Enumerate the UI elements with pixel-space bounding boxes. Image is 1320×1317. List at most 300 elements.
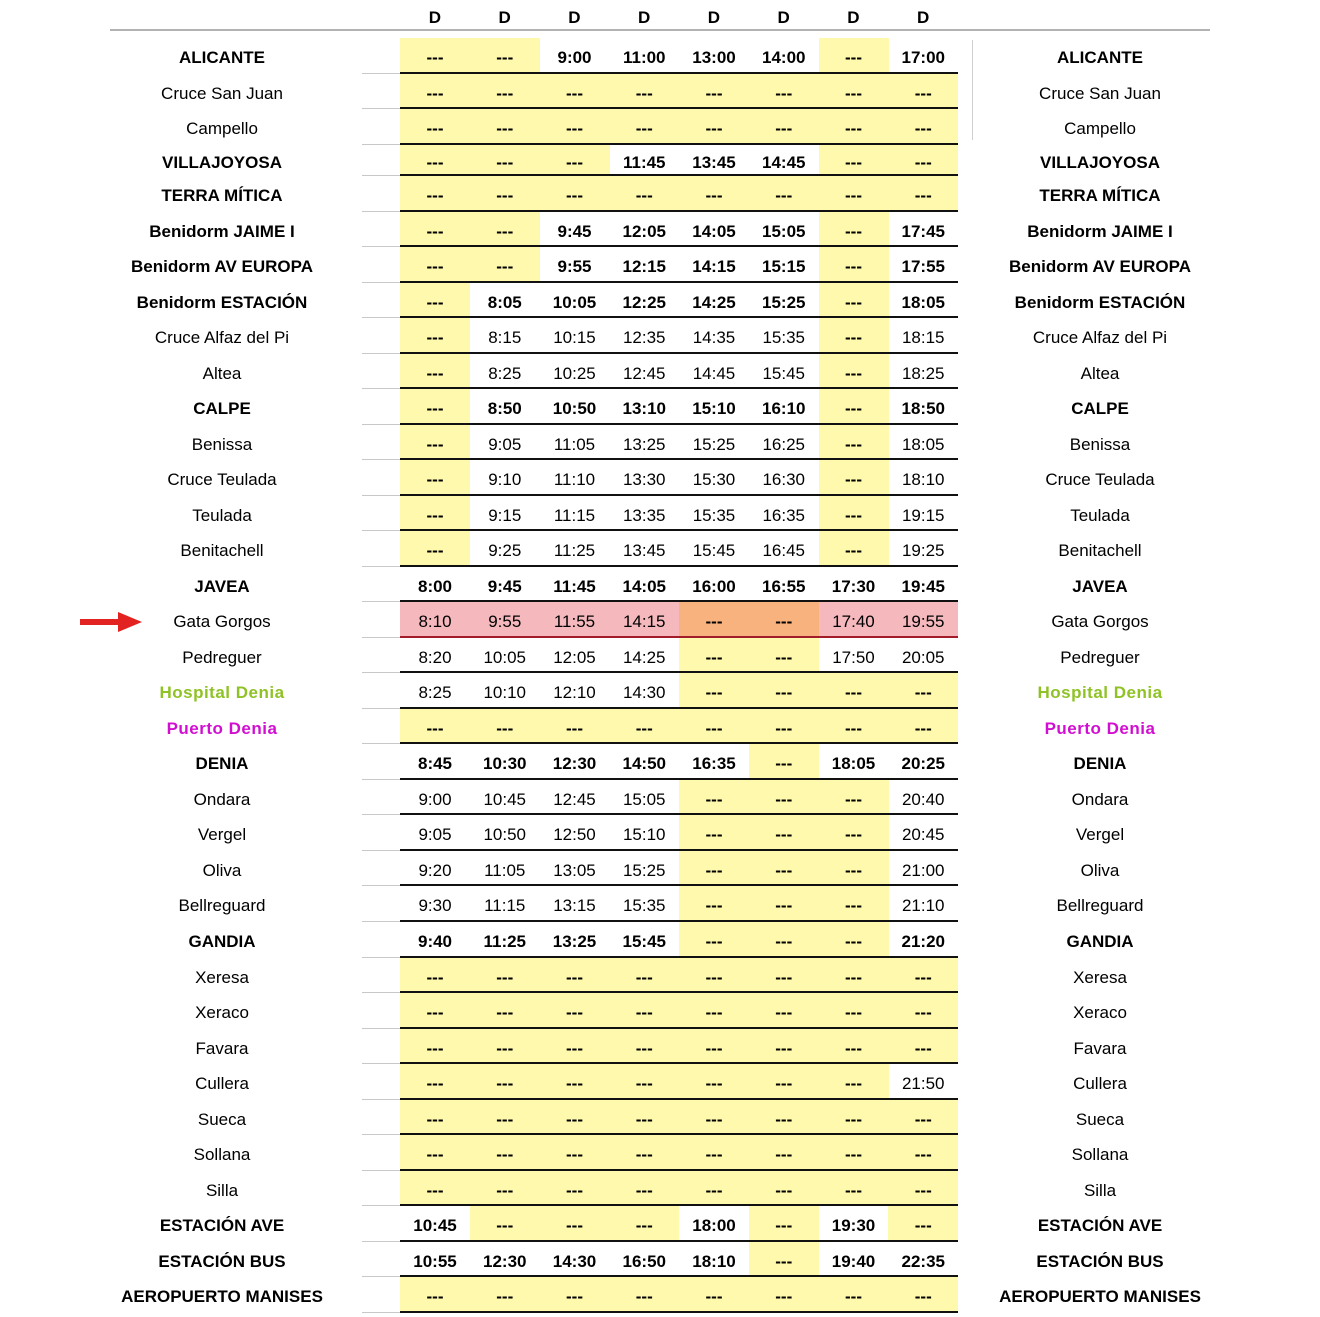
time-cell: --- — [470, 212, 540, 247]
time-cell: --- — [749, 958, 819, 993]
time-cell: --- — [400, 958, 470, 993]
time-cell: 19:30 — [831, 1216, 876, 1235]
time-cell: 18:10 — [692, 1252, 736, 1271]
column-header: D — [707, 8, 721, 27]
stop-name-left: Benitachell — [180, 541, 264, 560]
time-cell: 13:45 — [692, 153, 736, 172]
time-cell: 19:25 — [901, 541, 945, 560]
time-cell: --- — [400, 993, 470, 1029]
time-cell: 14:50 — [622, 754, 666, 773]
time-cell: 16:50 — [622, 1252, 666, 1271]
time-cell: 17:50 — [832, 648, 875, 667]
time-cell: 21:10 — [901, 896, 945, 915]
time-cell: --- — [819, 851, 889, 886]
time-cell: 22:35 — [901, 1252, 945, 1271]
stop-name-left: ALICANTE — [179, 48, 265, 67]
time-cell: 8:20 — [418, 648, 452, 667]
time-cell: --- — [749, 744, 819, 780]
time-cell: 19:55 — [888, 602, 958, 638]
stop-name-right: Altea — [1080, 363, 1120, 383]
time-cell: 13:00 — [692, 48, 736, 67]
time-cell: --- — [819, 496, 889, 531]
time-cell: 14:05 — [622, 577, 666, 596]
table-row — [0, 638, 1320, 673]
table-row — [0, 744, 1320, 780]
time-cell: 17:00 — [901, 48, 945, 67]
time-cell: 18:15 — [901, 328, 945, 347]
time-cell: 10:10 — [483, 683, 527, 702]
time-cell: --- — [819, 922, 889, 958]
time-cell: --- — [679, 993, 749, 1029]
time-cell: --- — [888, 1171, 958, 1206]
time-cell: --- — [679, 958, 749, 993]
stop-name-left: Puerto Denia — [166, 718, 278, 738]
time-cell: --- — [540, 1206, 610, 1242]
time-cell: --- — [400, 176, 470, 212]
time-cell: 15:10 — [622, 825, 666, 844]
time-cell: 15:45 — [692, 541, 736, 560]
time-cell: 14:00 — [762, 48, 806, 67]
time-cell: 11:00 — [622, 48, 666, 67]
time-cell: --- — [609, 74, 679, 109]
column-header: D — [498, 8, 511, 27]
stop-name-right: AEROPUERTO MANISES — [999, 1287, 1201, 1306]
stop-name-left: Cruce Alfaz del Pi — [154, 328, 290, 347]
time-cell: --- — [888, 145, 958, 176]
time-cell: 13:15 — [553, 896, 596, 915]
stop-name-right: Benitachell — [1058, 541, 1142, 560]
time-cell: 8:00 — [417, 577, 453, 596]
time-cell: --- — [679, 74, 749, 109]
time-cell: --- — [470, 709, 540, 744]
time-cell: --- — [888, 958, 958, 993]
time-cell: 9:40 — [417, 932, 453, 951]
time-cell: 8:10 — [400, 602, 470, 638]
leader-line — [362, 1312, 400, 1313]
time-cell: --- — [400, 1029, 470, 1064]
time-cell: --- — [470, 993, 540, 1029]
table-row — [0, 709, 1320, 744]
time-cell: --- — [819, 212, 889, 247]
time-cell: 12:35 — [622, 328, 666, 347]
time-cell: --- — [679, 602, 749, 638]
time-cell: --- — [819, 958, 889, 993]
time-cell: --- — [679, 1135, 749, 1171]
stop-name-left: Favara — [195, 1038, 249, 1058]
time-cell: --- — [819, 815, 889, 851]
time-cell: --- — [819, 145, 889, 176]
time-cell: --- — [400, 425, 470, 460]
column-header: D — [568, 8, 581, 27]
time-cell: 11:25 — [553, 541, 596, 560]
stop-name-right: GANDIA — [1066, 932, 1134, 951]
time-cell: --- — [400, 109, 470, 145]
time-cell: --- — [470, 38, 540, 74]
table-row — [0, 1100, 1320, 1135]
stop-name-right: JAVEA — [1072, 576, 1128, 596]
time-cell: 13:10 — [622, 399, 666, 418]
time-cell: 15:35 — [692, 506, 736, 525]
time-cell: 9:05 — [418, 825, 452, 844]
time-cell: --- — [609, 1277, 679, 1313]
stop-name-right: Cruce Teulada — [1045, 470, 1155, 489]
time-cell: 8:25 — [488, 364, 522, 383]
time-cell: 9:05 — [488, 435, 522, 454]
time-cell: 15:35 — [762, 328, 806, 347]
time-cell: --- — [540, 1135, 610, 1171]
time-cell: --- — [609, 1100, 679, 1135]
column-header: D — [916, 8, 930, 27]
stop-name-right: Benidorm AV EUROPA — [1009, 257, 1191, 276]
stop-name-left: Teulada — [192, 505, 252, 525]
time-cell: --- — [819, 709, 889, 744]
time-cell: 15:25 — [692, 435, 736, 454]
stop-name-right: Silla — [1083, 1180, 1117, 1200]
time-cell: --- — [400, 496, 470, 531]
time-cell: --- — [540, 1277, 610, 1313]
time-cell: 16:00 — [692, 577, 736, 596]
time-cell: 12:10 — [553, 683, 596, 702]
time-cell: 8:25 — [418, 683, 452, 702]
time-cell: 16:55 — [762, 577, 806, 596]
time-cell: 10:30 — [483, 754, 527, 773]
time-cell: --- — [679, 1171, 749, 1206]
time-cell: 14:30 — [622, 683, 666, 702]
stop-name-right: Oliva — [1080, 860, 1120, 880]
time-cell: 10:15 — [553, 328, 596, 347]
time-cell: 9:10 — [488, 470, 522, 489]
time-cell: --- — [400, 1135, 470, 1171]
table-row — [0, 602, 1320, 638]
time-cell: --- — [540, 176, 610, 212]
time-cell: 9:25 — [488, 541, 522, 560]
time-cell: 14:15 — [692, 257, 736, 276]
time-cell: 12:05 — [622, 222, 666, 241]
time-cell: --- — [888, 176, 958, 212]
time-cell: --- — [609, 176, 679, 212]
table-row — [0, 1206, 1320, 1242]
time-cell: --- — [888, 1206, 958, 1242]
table-row — [0, 247, 1320, 283]
time-cell: --- — [749, 176, 819, 212]
time-cell: 17:55 — [901, 257, 945, 276]
time-cell: 18:05 — [901, 293, 945, 312]
time-cell: --- — [819, 425, 889, 460]
time-cell: --- — [888, 709, 958, 744]
table-row — [0, 673, 1320, 709]
stop-name-right: Pedreguer — [1060, 647, 1140, 667]
time-cell: --- — [888, 993, 958, 1029]
stop-name-right: Benissa — [1069, 434, 1131, 454]
time-cell: 11:15 — [553, 506, 596, 525]
time-cell: --- — [749, 993, 819, 1029]
time-cell: 15:35 — [622, 896, 666, 915]
time-cell: --- — [819, 1135, 889, 1171]
time-cell: 9:20 — [418, 861, 452, 880]
time-cell: 17:40 — [819, 602, 889, 638]
time-cell: 14:35 — [692, 328, 736, 347]
time-cell: 9:45 — [557, 222, 592, 241]
time-cell: 14:45 — [762, 153, 806, 172]
stop-name-right: Benidorm ESTACIÓN — [1014, 292, 1186, 312]
stop-name-right: VILLAJOYOSA — [1040, 152, 1160, 172]
time-cell: --- — [540, 958, 610, 993]
stop-name-left: ESTACIÓN BUS — [158, 1251, 286, 1271]
time-cell: --- — [749, 1100, 819, 1135]
table-row — [0, 176, 1320, 212]
time-cell: --- — [819, 993, 889, 1029]
time-cell: --- — [819, 176, 889, 212]
time-cell: --- — [749, 709, 819, 744]
time-cell: --- — [888, 74, 958, 109]
time-cell: 21:50 — [901, 1074, 945, 1093]
time-cell: --- — [540, 145, 610, 176]
time-cell: 14:05 — [692, 222, 736, 241]
stop-name-right: Bellreguard — [1056, 896, 1144, 915]
time-cell: 12:50 — [553, 825, 596, 844]
time-cell: --- — [749, 602, 819, 638]
time-cell: --- — [400, 212, 470, 247]
time-cell: 10:05 — [552, 293, 597, 312]
time-cell: --- — [888, 1029, 958, 1064]
time-cell: 10:45 — [483, 790, 527, 809]
time-cell: --- — [540, 993, 610, 1029]
time-cell: --- — [749, 1029, 819, 1064]
time-cell: --- — [470, 1064, 540, 1100]
time-cell: --- — [749, 1277, 819, 1313]
time-cell: --- — [819, 283, 889, 318]
time-cell: 16:35 — [692, 754, 736, 773]
time-cell: --- — [470, 247, 540, 283]
stop-name-right: ESTACIÓN BUS — [1036, 1251, 1164, 1271]
stop-name-right: Benidorm JAIME I — [1027, 221, 1173, 241]
time-cell: --- — [540, 1100, 610, 1135]
time-cell: 16:25 — [762, 435, 806, 454]
table-row — [0, 993, 1320, 1029]
stop-name-left: Ondara — [193, 789, 251, 809]
stop-name-right: Favara — [1073, 1038, 1127, 1058]
time-cell: --- — [679, 109, 749, 145]
time-cell: 15:05 — [762, 222, 806, 241]
stop-name-right: Ondara — [1071, 789, 1129, 809]
stop-name-right: Gata Gorgos — [1051, 612, 1149, 631]
time-cell: --- — [400, 318, 470, 354]
time-cell: 17:30 — [831, 577, 876, 596]
time-cell: 12:30 — [552, 754, 597, 773]
time-cell: --- — [888, 1100, 958, 1135]
time-cell: --- — [470, 176, 540, 212]
stop-name-left: Xeraco — [195, 1003, 249, 1022]
time-cell: 15:45 — [622, 932, 666, 951]
time-cell: 11:55 — [540, 602, 610, 638]
table-row — [0, 1171, 1320, 1206]
time-cell: --- — [400, 1277, 470, 1313]
table-row — [0, 567, 1320, 602]
time-cell: 12:45 — [553, 790, 596, 809]
time-cell: --- — [540, 709, 610, 744]
table-row — [0, 425, 1320, 460]
time-cell: --- — [400, 1171, 470, 1206]
time-cell: --- — [470, 1171, 540, 1206]
time-cell: 13:05 — [553, 861, 596, 880]
time-cell: 18:05 — [901, 435, 945, 454]
time-cell: --- — [679, 176, 749, 212]
time-cell: --- — [679, 1277, 749, 1313]
time-cell: --- — [609, 1171, 679, 1206]
time-cell: --- — [400, 1100, 470, 1135]
stop-name-left: Silla — [205, 1180, 239, 1200]
stop-name-left: Benidorm JAIME I — [149, 221, 295, 241]
time-cell: 15:45 — [762, 364, 806, 383]
table-row — [0, 145, 1320, 176]
time-cell: 17:45 — [901, 222, 945, 241]
stop-name-left: Sueca — [197, 1109, 247, 1129]
stop-name-left: Sollana — [193, 1145, 251, 1164]
stop-name-right: Sueca — [1075, 1109, 1125, 1129]
time-cell: --- — [470, 145, 540, 176]
time-cell: --- — [400, 709, 470, 744]
time-cell: 12:30 — [483, 1252, 527, 1271]
time-cell: 14:15 — [609, 602, 679, 638]
table-row — [0, 283, 1320, 318]
time-cell: --- — [540, 74, 610, 109]
time-cell: --- — [470, 1029, 540, 1064]
stop-name-left: VILLAJOYOSA — [162, 152, 282, 172]
column-header: D — [637, 8, 651, 27]
time-cell: --- — [679, 709, 749, 744]
time-cell: 10:50 — [483, 825, 527, 844]
stop-name-right: Cullera — [1073, 1074, 1127, 1093]
time-cell: 21:00 — [901, 861, 945, 880]
time-cell: --- — [819, 74, 889, 109]
time-cell: 9:55 — [557, 257, 592, 276]
time-cell: 15:05 — [622, 790, 666, 809]
time-cell: --- — [819, 673, 889, 709]
stop-name-left: TERRA MÍTICA — [161, 186, 283, 205]
time-cell: 13:25 — [622, 435, 666, 454]
stop-name-right: ALICANTE — [1057, 48, 1143, 67]
time-cell: 14:25 — [622, 648, 666, 667]
time-cell: 14:45 — [692, 364, 736, 383]
time-cell: --- — [679, 638, 749, 673]
time-cell: 18:05 — [831, 754, 876, 773]
table-row — [0, 38, 1320, 74]
time-cell: --- — [400, 531, 470, 567]
row-underline — [400, 1311, 958, 1313]
time-cell: --- — [819, 389, 889, 425]
table-row — [0, 1277, 1320, 1313]
table-row — [0, 496, 1320, 531]
time-cell: 12:25 — [622, 293, 666, 312]
stop-name-right: Sollana — [1071, 1145, 1129, 1164]
time-cell: --- — [749, 109, 819, 145]
time-cell: 9:15 — [488, 506, 522, 525]
time-cell: --- — [400, 354, 470, 389]
time-cell: 13:30 — [622, 470, 666, 489]
time-cell: --- — [819, 1171, 889, 1206]
table-row — [0, 886, 1320, 922]
time-cell: --- — [679, 673, 749, 709]
time-cell: 9:00 — [418, 790, 452, 809]
time-cell: 15:25 — [622, 861, 666, 880]
time-cell: --- — [749, 74, 819, 109]
table-row — [0, 212, 1320, 247]
stop-name-left: Pedreguer — [182, 647, 262, 667]
stop-name-right: Campello — [1064, 119, 1136, 138]
time-cell: --- — [679, 1029, 749, 1064]
time-cell: 10:45 — [413, 1216, 457, 1235]
time-cell: 8:50 — [487, 399, 522, 418]
table-row — [0, 780, 1320, 815]
table-row — [0, 531, 1320, 567]
time-cell: 12:05 — [553, 648, 596, 667]
time-cell: --- — [609, 1135, 679, 1171]
time-cell: 11:25 — [483, 932, 527, 951]
time-cell: --- — [470, 1277, 540, 1313]
time-cell: 16:30 — [762, 470, 806, 489]
time-cell: 10:25 — [553, 364, 596, 383]
time-cell: --- — [888, 1135, 958, 1171]
time-cell: --- — [470, 958, 540, 993]
time-cell: 9:55 — [470, 602, 540, 638]
time-cell: --- — [540, 109, 610, 145]
stop-name-right: CALPE — [1071, 399, 1129, 418]
stop-name-left: Benissa — [191, 434, 253, 454]
time-cell: --- — [470, 1100, 540, 1135]
table-row — [0, 354, 1320, 389]
time-cell: --- — [749, 815, 819, 851]
table-row — [0, 109, 1320, 145]
stop-name-left: Altea — [202, 363, 242, 383]
time-cell: --- — [540, 1064, 610, 1100]
stop-name-right: Vergel — [1075, 825, 1125, 844]
time-cell: --- — [609, 109, 679, 145]
time-cell: 11:15 — [484, 896, 526, 915]
time-cell: 8:15 — [488, 328, 522, 347]
time-cell: 20:05 — [901, 648, 945, 667]
time-cell: --- — [609, 1064, 679, 1100]
time-cell: 15:15 — [762, 257, 806, 276]
time-cell: 19:15 — [901, 506, 945, 525]
time-cell: --- — [679, 886, 749, 922]
time-cell: --- — [609, 709, 679, 744]
time-cell: --- — [679, 780, 749, 815]
time-cell: 19:40 — [831, 1252, 876, 1271]
time-cell: --- — [540, 1029, 610, 1064]
table-row — [0, 851, 1320, 886]
time-cell: 9:45 — [487, 577, 522, 596]
stop-name-left: Cruce Teulada — [167, 470, 277, 489]
time-cell: 9:30 — [418, 896, 452, 915]
stop-name-left: Xeresa — [195, 967, 249, 987]
time-cell: 10:05 — [483, 648, 527, 667]
table-row — [0, 922, 1320, 958]
stop-name-right: Xeresa — [1073, 967, 1127, 987]
time-cell: 10:55 — [413, 1252, 457, 1271]
time-cell: --- — [749, 886, 819, 922]
time-cell: --- — [749, 1242, 819, 1277]
time-cell: 15:25 — [762, 293, 806, 312]
column-header: D — [777, 8, 790, 27]
time-cell: --- — [470, 109, 540, 145]
stop-name-left: JAVEA — [194, 576, 250, 596]
table-row — [0, 815, 1320, 851]
time-cell: --- — [819, 460, 889, 496]
stop-name-left: DENIA — [195, 754, 249, 773]
time-cell: --- — [819, 38, 889, 74]
stop-name-left: Benidorm AV EUROPA — [131, 257, 313, 276]
time-cell: --- — [749, 1135, 819, 1171]
